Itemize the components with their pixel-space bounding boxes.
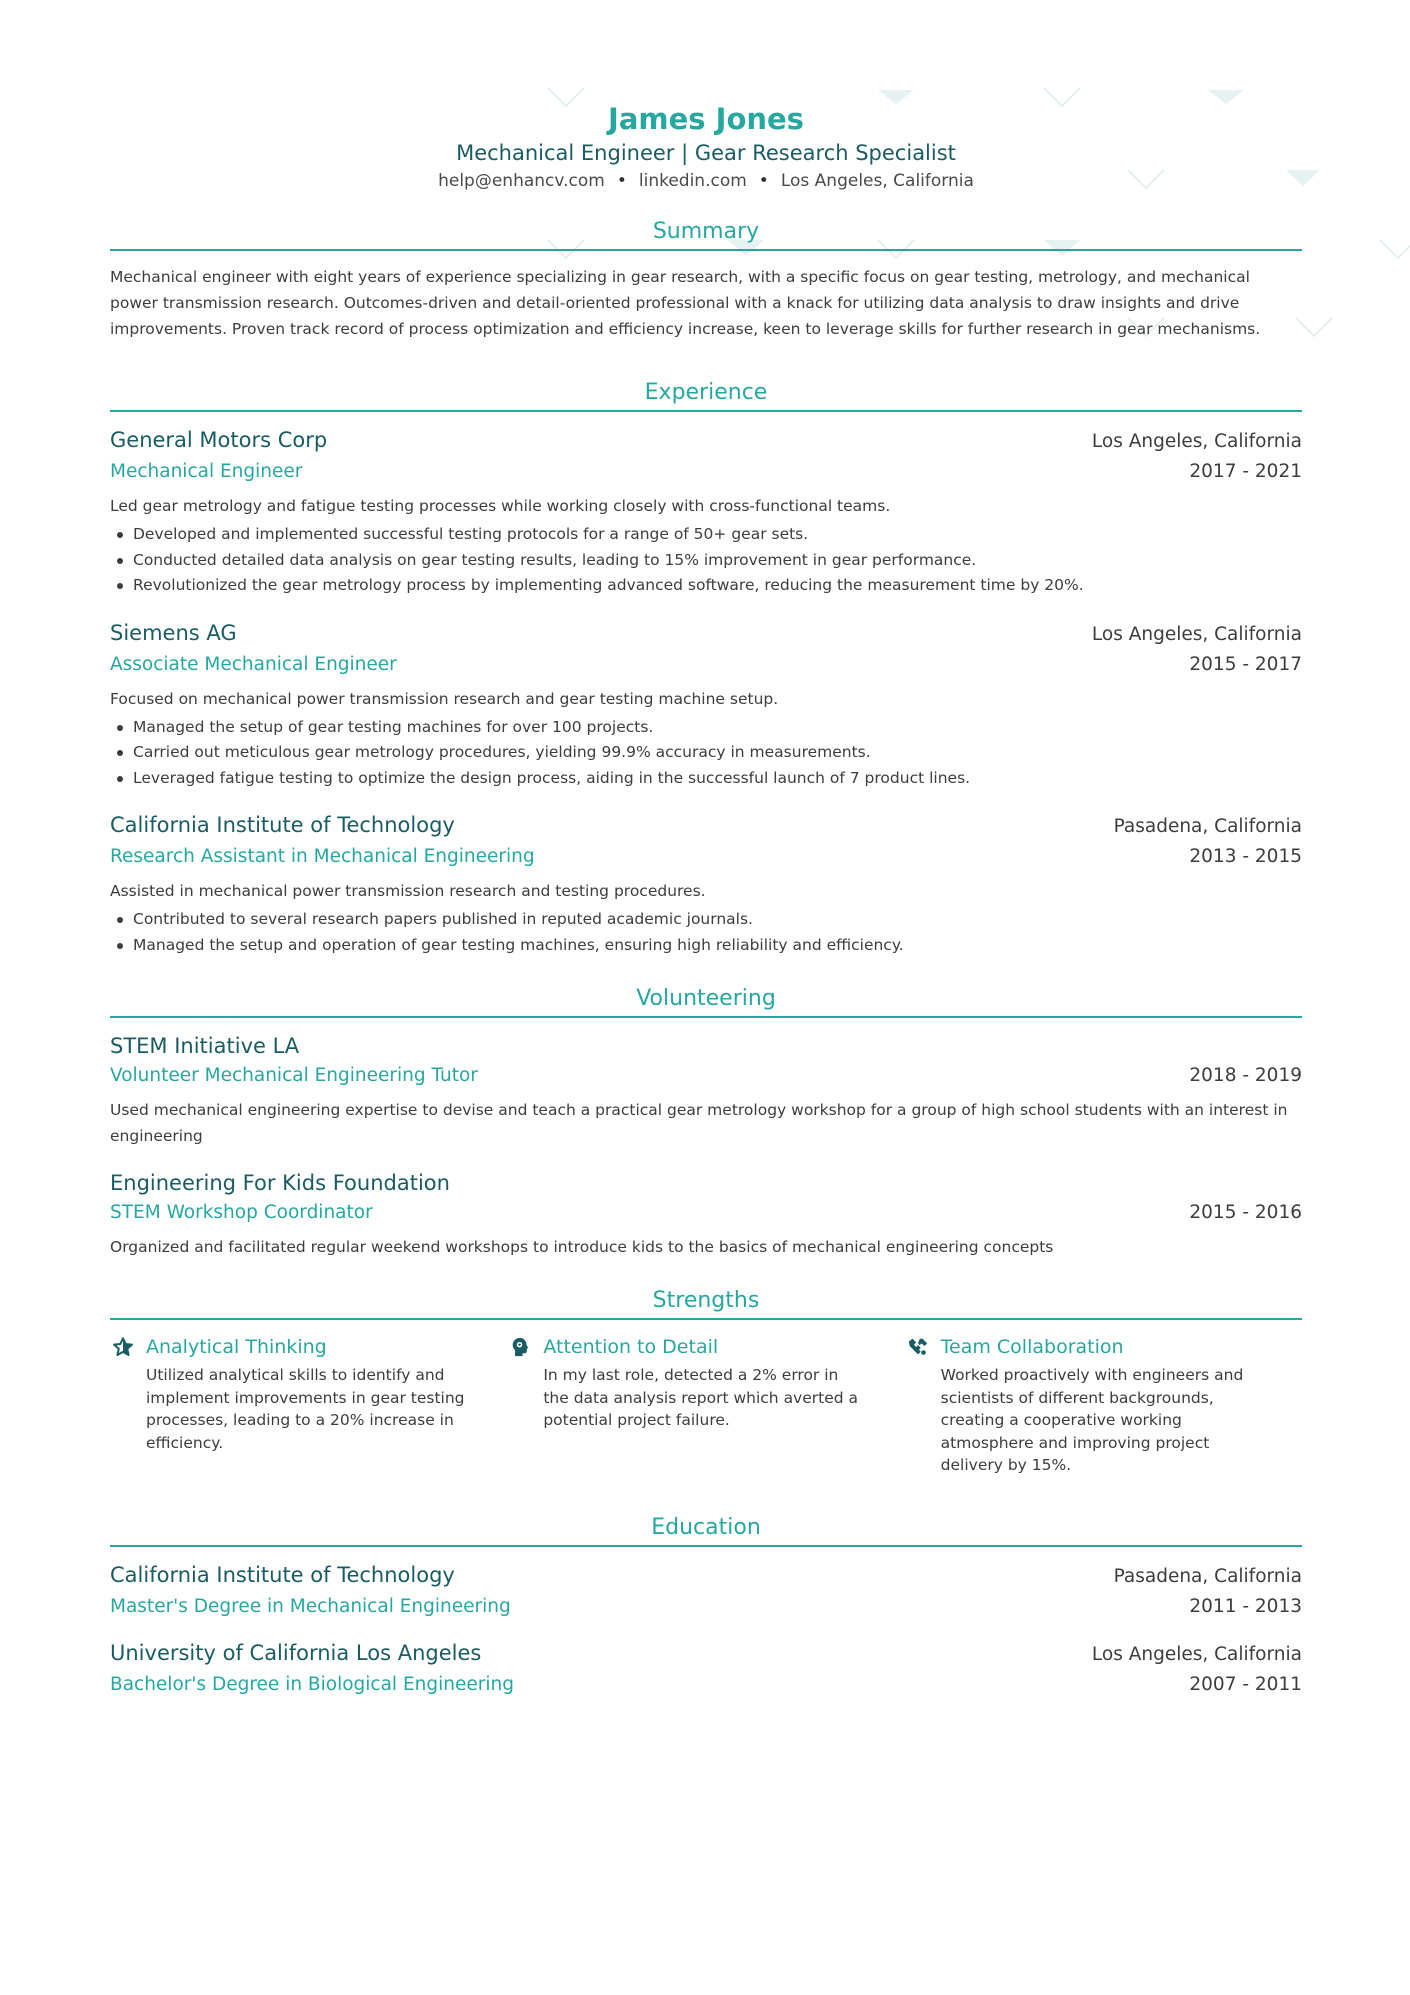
section-heading: Experience: [110, 378, 1302, 412]
experience-entry: [110, 425, 1302, 599]
organization-name: Engineering For Kids Foundation: [110, 1171, 450, 1195]
volunteer-dates: 2015 - 2016: [1189, 1202, 1302, 1223]
volunteering-section: [110, 984, 1302, 1260]
section-heading: Strengths: [110, 1286, 1302, 1320]
job-location: Pasadena, California: [1113, 816, 1302, 837]
organization-name: STEM Initiative LA: [110, 1034, 300, 1058]
strength-title: Attention to Detail: [543, 1336, 719, 1358]
volunteer-role: Volunteer Mechanical Engineering Tutor: [110, 1065, 478, 1086]
volunteer-description: Used mechanical engineering expertise to devise and teach a practical gear metrology workshop for a group of high school students with an interest in engineering: [110, 1101, 1288, 1145]
section-heading: Volunteering: [110, 984, 1302, 1018]
job-role: Research Assistant in Mechanical Engineering: [110, 846, 535, 867]
job-location: Los Angeles, California: [1091, 623, 1302, 645]
star-outline-icon: [110, 1334, 136, 1360]
achievement-list: [110, 907, 1302, 958]
separator-dot: •: [758, 171, 769, 191]
volunteer-description: Organized and facilitated regular weekend workshops to introduce kids to the basics of mechanical engineering concepts: [110, 1238, 1054, 1256]
contact-location: Los Angeles, California: [780, 171, 974, 191]
list-item: Conducted detailed data analysis on gear testing results, leading to 15% improvement in gear performance.: [110, 548, 1302, 574]
strengths-section: [110, 1286, 1302, 1477]
list-item: Managed the setup and operation of gear testing machines, ensuring high reliability and efficiency.: [110, 933, 1302, 959]
strength-item: [905, 1333, 1302, 1477]
school-name: University of California Los Angeles: [110, 1640, 482, 1665]
list-item: Revolutionized the gear metrology process by implementing advanced software, reducing the measurement time by 20%.: [110, 573, 1302, 599]
contact-linkedin[interactable]: linkedin.com: [638, 171, 747, 191]
list-item: Managed the setup of gear testing machines for over 100 projects.: [110, 715, 1302, 741]
job-location: Los Angeles, California: [1091, 431, 1302, 452]
job-description: Assisted in mechanical power transmission research and testing procedures.: [110, 882, 706, 900]
list-item: Contributed to several research papers published in reputed academic journals.: [110, 907, 1302, 933]
education-entry: [110, 1638, 1302, 1700]
company-name: General Motors Corp: [110, 428, 328, 452]
summary-section: [110, 217, 1302, 342]
degree-name: Master's Degree in Mechanical Engineering: [110, 1595, 511, 1617]
volunteer-role: STEM Workshop Coordinator: [110, 1202, 373, 1223]
company-name: California Institute of Technology: [110, 813, 455, 837]
contact-email[interactable]: help@enhancv.com: [438, 171, 605, 191]
job-dates: 2015 - 2017: [1189, 653, 1302, 675]
volunteer-entry: [110, 1031, 1302, 1149]
job-description: Focused on mechanical power transmission research and gear testing machine setup.: [110, 689, 779, 708]
school-location: Pasadena, California: [1113, 1565, 1302, 1587]
summary-text: Mechanical engineer with eight years of experience specializing in gear research, with a specific focus on gear testing, metrology, and mechanical power transmission research. Outcomes-driven and detail-oriented professional with a knack for utilizing data analysis to draw insights and drive improvements. Proven track record of process optimization and efficiency increase, keen to leverage skills for further research in gear mechanisms.: [110, 268, 1261, 338]
experience-section: [110, 378, 1302, 958]
school-name: California Institute of Technology: [110, 1562, 455, 1587]
strength-title: Team Collaboration: [940, 1336, 1124, 1358]
resume-page: [110, 0, 1302, 1700]
strength-item: [110, 1333, 507, 1477]
school-location: Los Angeles, California: [1091, 1643, 1302, 1665]
separator-dot: •: [616, 171, 627, 191]
handshake-icon: [905, 1334, 931, 1360]
list-item: Carried out meticulous gear metrology procedures, yielding 99.9% accuracy in measurements.: [110, 740, 1302, 766]
section-heading: Education: [110, 1513, 1302, 1547]
education-entry: [110, 1560, 1302, 1622]
contact-line: [110, 169, 1302, 193]
list-item: Developed and implemented successful testing protocols for a range of 50+ gear sets.: [110, 522, 1302, 548]
strength-description: In my last role, detected a 2% error in the data analysis report which averted a potential project failure.: [543, 1366, 859, 1429]
job-role: Associate Mechanical Engineer: [110, 653, 397, 675]
volunteer-dates: 2018 - 2019: [1189, 1065, 1302, 1086]
strength-description: Utilized analytical skills to identify and implement improvements in gear testing processes, leading to a 20% increase in efficiency.: [146, 1366, 465, 1452]
head-brain-icon: [507, 1334, 533, 1360]
resume-header: [110, 0, 1302, 193]
education-dates: 2007 - 2011: [1189, 1673, 1302, 1695]
experience-entry: [110, 618, 1302, 792]
achievement-list: [110, 715, 1302, 792]
degree-name: Bachelor's Degree in Biological Engineering: [110, 1673, 514, 1695]
list-item: Leveraged fatigue testing to optimize the design process, aiding in the successful launch of 7 product lines.: [110, 766, 1302, 792]
candidate-name: James Jones: [608, 102, 804, 136]
experience-entry: [110, 810, 1302, 958]
volunteer-entry: [110, 1168, 1302, 1260]
job-dates: 2017 - 2021: [1189, 461, 1302, 482]
education-dates: 2011 - 2013: [1189, 1595, 1302, 1617]
job-dates: 2013 - 2015: [1189, 846, 1302, 867]
section-heading: Summary: [110, 217, 1302, 251]
strength-title: Analytical Thinking: [146, 1336, 327, 1358]
job-description: Led gear metrology and fatigue testing processes while working closely with cross-functional teams.: [110, 497, 891, 515]
candidate-title: Mechanical Engineer | Gear Research Specialist: [456, 141, 956, 165]
strengths-grid: [110, 1333, 1302, 1477]
education-section: [110, 1513, 1302, 1700]
company-name: Siemens AG: [110, 620, 237, 645]
achievement-list: [110, 522, 1302, 599]
job-role: Mechanical Engineer: [110, 461, 303, 482]
strength-description: Worked proactively with engineers and scientists of different backgrounds, creating a cooperative working atmosphere and improving project delivery by 15%.: [940, 1366, 1244, 1474]
strength-item: [507, 1333, 904, 1477]
